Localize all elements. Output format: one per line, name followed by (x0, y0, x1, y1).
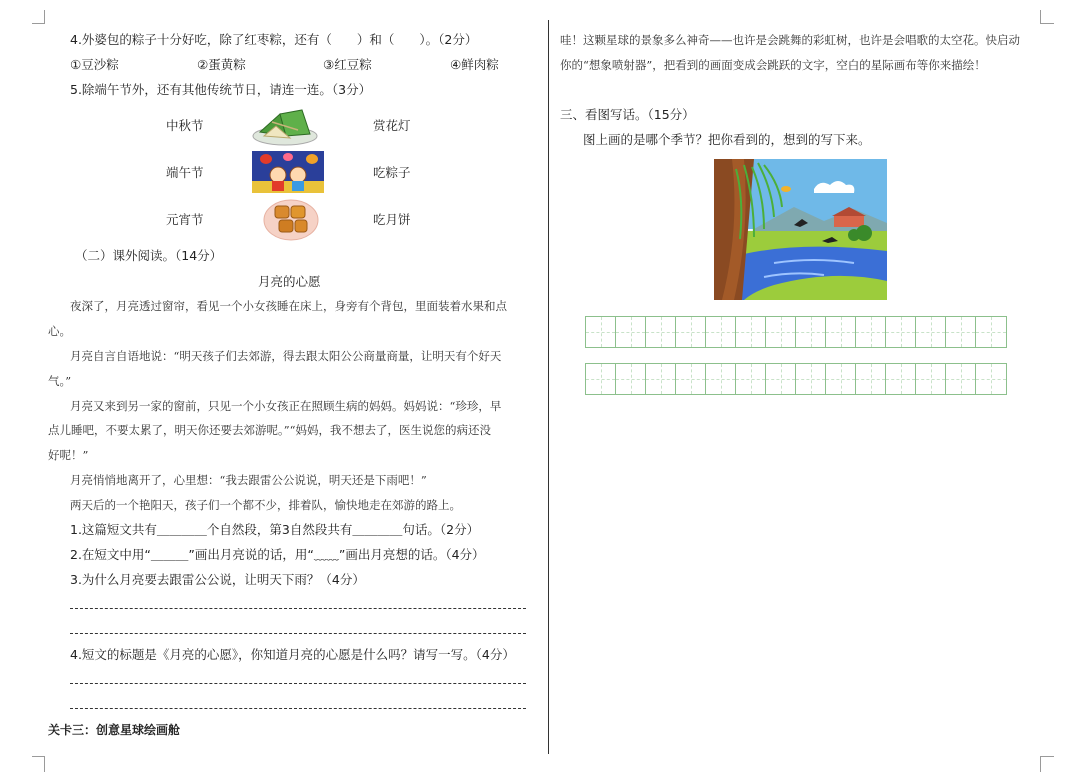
custom-mooncake: 吃月饼 (373, 212, 411, 227)
answer-line[interactable] (70, 708, 526, 709)
option-1: ①豆沙粽 (70, 57, 119, 72)
intro-line-1: 哇！这颗星球的景象多么神奇——也许是会跳舞的彩虹树，也许是会唱歌的太空花。快启动 (560, 33, 1020, 47)
option-4: ④鲜肉粽 (450, 57, 499, 72)
paragraph-3-line-3: 好呢！” (48, 448, 89, 462)
option-3: ③红豆粽 (323, 57, 372, 72)
crop-mark (44, 756, 45, 772)
crop-mark (32, 756, 45, 757)
paragraph-1-line-1: 夜深了，月亮透过窗帘，看见一个小女孩睡在床上，身旁有个背包，里面装着水果和点 (70, 299, 507, 313)
crop-mark (1040, 10, 1041, 24)
crop-mark (44, 10, 45, 24)
paragraph-3-line-1: 月亮又来到另一家的窗前，只见一个小女孩正在照顾生病的妈妈。妈妈说：“珍珍，早 (70, 399, 502, 413)
writing-grid-row-2[interactable] (585, 363, 1007, 395)
paragraph-5: 两天后的一个艳阳天，孩子们一个都不少，排着队，愉快地走在郊游的路上。 (70, 498, 461, 512)
writing-grid-row-1[interactable] (585, 316, 1007, 348)
paragraph-2-line-2: 气。” (48, 374, 72, 388)
reading-question-2: 2.在短文中用“＿＿＿”画出月亮说的话，用“﹏﹏”画出月亮想的话。（4分） (70, 547, 485, 562)
custom-lanterns: 赏花灯 (373, 118, 411, 133)
reading-section-title: （二）课外阅读。（14分） (75, 248, 223, 263)
crop-mark (1040, 23, 1054, 24)
reading-question-4: 4.短文的标题是《月亮的心愿》，你知道月亮的心愿是什么吗？请写一写。（4分） (70, 647, 515, 662)
paragraph-4: 月亮悄悄地离开了，心里想：“我去跟雷公公说说，明天还是下雨吧！” (70, 473, 427, 487)
option-2: ②蛋黄粽 (197, 57, 246, 72)
paragraph-2-line-1: 月亮自言自语地说：“明天孩子们去郊游，得去跟太阳公公商量商量，让明天有个好天 (70, 349, 502, 363)
reading-question-3: 3.为什么月亮要去跟雷公公说，让明天下雨？（4分） (70, 572, 365, 587)
crop-mark (1040, 756, 1054, 757)
lantern-kids-icon (252, 151, 324, 193)
paragraph-1-line-2: 心。 (48, 324, 71, 338)
story-title: 月亮的心愿 (258, 274, 321, 289)
crop-mark (32, 23, 45, 24)
answer-line[interactable] (70, 633, 526, 634)
column-divider (548, 20, 549, 754)
level-3-heading: 关卡三：创意星球绘画舱 (48, 723, 181, 737)
crop-mark (1040, 756, 1041, 772)
festival-mid-autumn: 中秋节 (166, 118, 204, 133)
intro-line-2: 你的“想象喷射器”，把看到的画面变成会跳跃的文字，空白的星际画布等你来描绘！ (560, 58, 986, 72)
question-4: 4.外婆包的粽子十分好吃，除了红枣粽，还有（ ）和（ ）。（2分） (70, 32, 478, 47)
question-5: 5.除端午节外，还有其他传统节日，请连一连。（3分） (70, 82, 372, 97)
answer-line[interactable] (70, 608, 526, 609)
writing-prompt: 图上画的是哪个季节？把你看到的，想到的写下来。 (583, 132, 871, 147)
festival-lantern: 元宵节 (166, 212, 204, 227)
zongzi-icon (250, 106, 320, 146)
spring-willow-river-scene-icon (714, 159, 887, 300)
paragraph-3-line-2: 点儿睡吧，不要太累了，明天你还要去郊游呢。”“妈妈，我不想去了，医生说您的病还没 (48, 423, 492, 437)
reading-question-1: 1.这篇短文共有＿＿＿＿个自然段，第3自然段共有＿＿＿＿句话。（2分） (70, 522, 480, 537)
festival-dragon-boat: 端午节 (166, 165, 204, 180)
answer-line[interactable] (70, 683, 526, 684)
mooncake-icon (263, 198, 319, 242)
custom-zongzi: 吃粽子 (373, 165, 411, 180)
section-3-title: 三、看图写话。（15分） (560, 107, 695, 122)
